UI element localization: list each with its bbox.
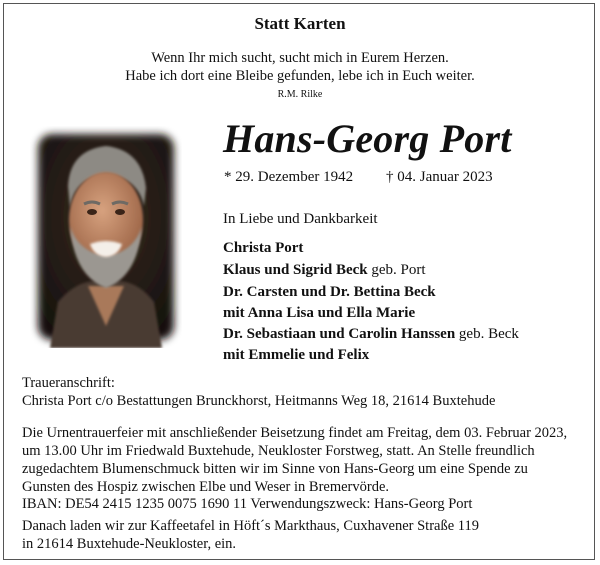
birth-date: * 29. Dezember 1942 [224,169,354,185]
iban-line: IBAN: DE54 2415 1235 0075 1690 11 Verwendungszweck: Hans-Georg Port [22,496,473,512]
poem-author: R.M. Rilke [277,89,323,100]
photo-eye-left [87,209,97,215]
poem-line: Wenn Ihr mich sucht, sucht mich in Eurem Herzen. [151,50,449,66]
ceremony-line: Die Urnentrauerfeier mit anschließender Beisetzung findet am Freitag, dem 03. Februar 2023, [22,425,568,441]
mourner-line: Klaus und Sigrid Beck geb. Port [223,262,426,278]
ceremony-line: Gunsten des Hospiz zwischen Elbe und Weser in Bremervörde. [22,479,390,495]
mourner-line: mit Anna Lisa und Ella Marie [223,305,416,321]
invitation-line: Danach laden wir zur Kaffeetafel in Höft´s Markthaus, Cuxhavener Straße 119 [22,518,479,534]
deceased-name: Hans-Georg Port [223,116,512,161]
ceremony-line: zugedachtem Blumenschmuck bitten wir im Sinne von Hans-Georg um eine Spende zu [22,461,528,477]
ceremony-line: um 13.00 Uhr im Friedwald Buxtehude, Neukloster Forstweg, statt. An Stelle freundlich [22,443,535,459]
photo-eye-right [115,209,125,215]
address-value: Christa Port c/o Bestattungen Brunckhorst, Heitmanns Weg 18, 21614 Buxtehude [22,393,496,409]
poem-line: Habe ich dort eine Bleibe gefunden, lebe ich in Euch weiter. [125,68,475,84]
death-date: † 04. Januar 2023 [386,169,493,185]
mourner-line: Dr. Carsten und Dr. Bettina Beck [223,284,436,300]
mourner-line: Christa Port [223,240,304,256]
thanks-line: In Liebe und Dankbarkeit [223,211,378,227]
mourner-line: mit Emmelie und Felix [223,347,370,363]
portrait-photo [30,126,182,348]
address-label: Traueranschrift: [22,375,115,391]
heading: Statt Karten [254,14,346,33]
mourner-line: Dr. Sebastiaan und Carolin Hanssen geb. Beck [223,326,519,342]
invitation-line: in 21614 Buxtehude-Neukloster, ein. [22,536,237,552]
